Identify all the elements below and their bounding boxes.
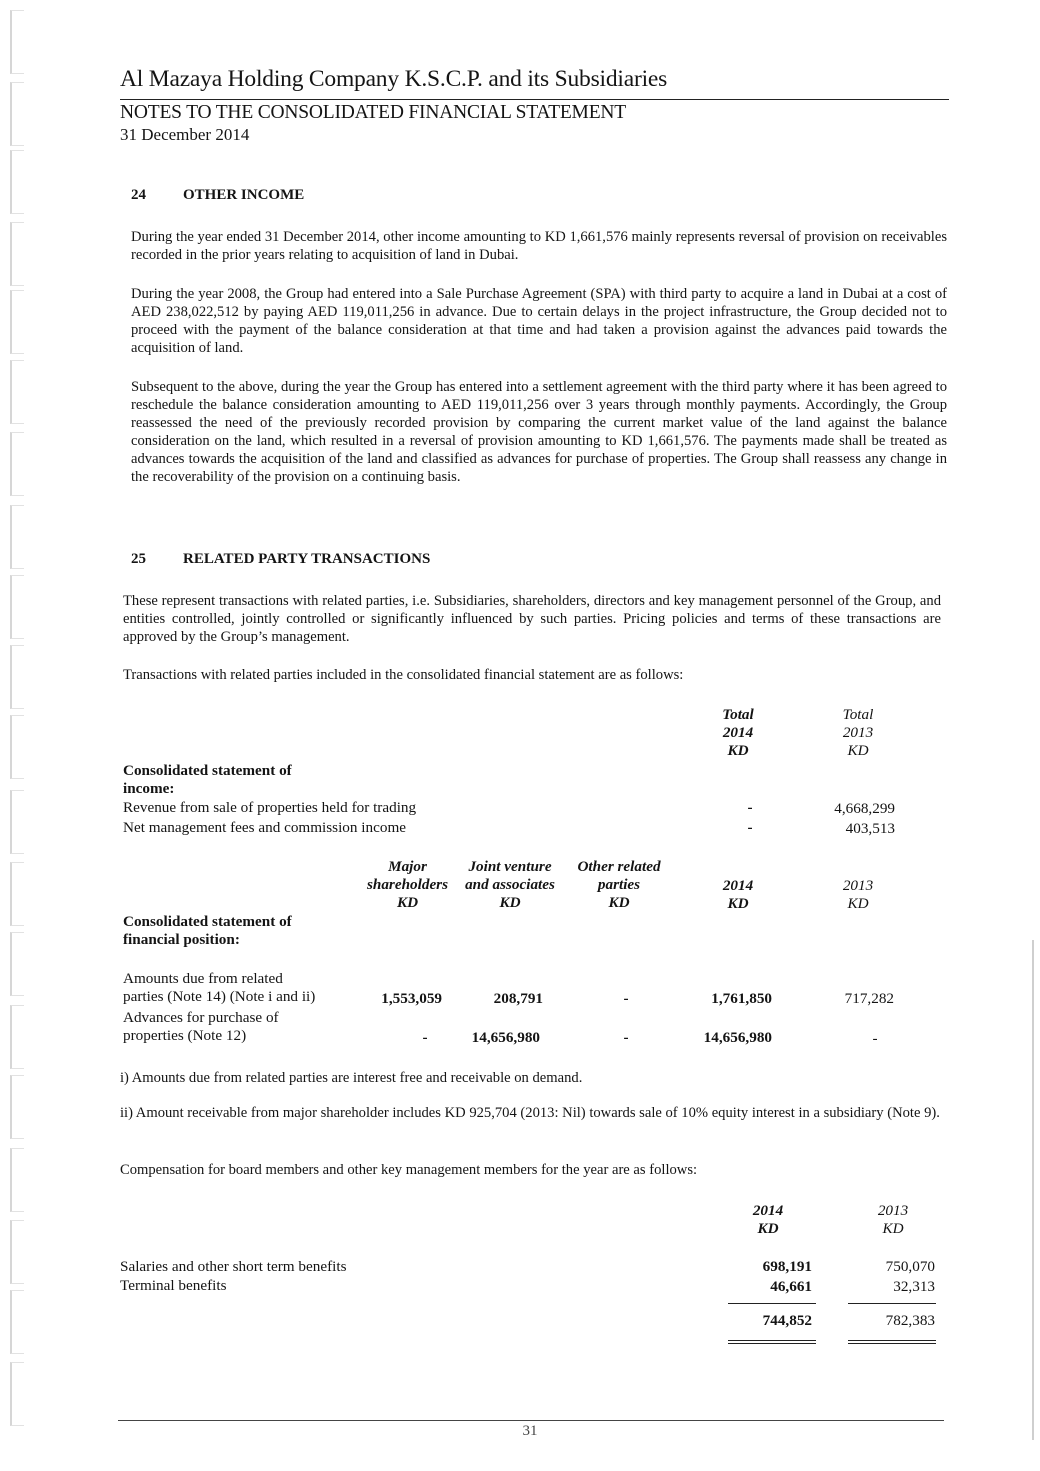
note-24-number: 24 bbox=[131, 187, 146, 203]
compensation-row-label: Salaries and other short term benefits bbox=[120, 1258, 347, 1275]
col-header-line: KD bbox=[727, 742, 749, 759]
col-header-line: KD bbox=[882, 1220, 904, 1237]
transactions-lead: Transactions with related parties included in the consolidated financial statement are as follows: bbox=[123, 667, 684, 683]
income-row-value-2013: 403,513 bbox=[845, 820, 895, 837]
page-number: 31 bbox=[522, 1423, 538, 1439]
col-header-line: 2014 bbox=[722, 724, 754, 741]
row-label-line: properties (Note 12) bbox=[123, 1027, 247, 1044]
col-header-line: 2014 bbox=[722, 877, 754, 894]
position-value: 14,656,980 bbox=[703, 1029, 772, 1046]
note-24-paragraph: During the year ended 31 December 2014, other income amounting to KD 1,661,576 mainly represents reversal of provision on receivables recorded in the prior years relating to acquisition of land in Dubai. bbox=[131, 229, 947, 263]
col-header-line: Total bbox=[722, 706, 754, 723]
company-name: Al Mazaya Holding Company K.S.C.P. and its Subsidiaries bbox=[120, 66, 668, 92]
total-double-rule bbox=[848, 1340, 936, 1344]
col-header-line: parties bbox=[597, 876, 641, 893]
income-row-label: Net management fees and commission income bbox=[123, 819, 406, 836]
footnote: i) Amounts due from related parties are interest free and receivable on demand. bbox=[120, 1070, 583, 1086]
note-25-number: 25 bbox=[131, 551, 146, 567]
subtotal-rule bbox=[848, 1303, 936, 1304]
income-col-2014-header bbox=[690, 706, 786, 760]
position-value: - bbox=[623, 1029, 629, 1046]
section-line: Consolidated statement of bbox=[123, 762, 292, 779]
income-row-value-2013: 4,668,299 bbox=[834, 800, 895, 817]
row-label-line: Advances for purchase of bbox=[123, 1009, 279, 1026]
scan-edge bbox=[1032, 940, 1034, 1440]
position-value: - bbox=[422, 1029, 428, 1046]
col-header-line: KD bbox=[608, 894, 630, 911]
income-section-title bbox=[123, 762, 292, 798]
note-24-heading bbox=[131, 187, 304, 204]
position-value: 208,791 bbox=[493, 990, 543, 1007]
col-header-line: shareholders bbox=[366, 876, 449, 893]
position-value: 1,553,059 bbox=[381, 990, 442, 1007]
footer-divider bbox=[118, 1420, 944, 1421]
income-row-value-2014: - bbox=[747, 819, 753, 836]
subtotal-rule bbox=[728, 1303, 816, 1304]
col-header-line: 2013 bbox=[877, 1202, 909, 1219]
col-header-line: KD bbox=[847, 895, 869, 912]
section-line: financial position: bbox=[123, 931, 240, 948]
col-header-line: KD bbox=[757, 1220, 779, 1237]
col-header-line: and associates bbox=[465, 876, 555, 893]
col-header-line: KD bbox=[727, 895, 749, 912]
note-25-title: RELATED PARTY TRANSACTIONS bbox=[183, 551, 431, 567]
col-header-line: Joint venture bbox=[468, 858, 552, 875]
position-col-header bbox=[350, 858, 465, 912]
compensation-lead: Compensation for board members and other key management members for the year are as follows: bbox=[120, 1162, 698, 1178]
row-label-line: parties (Note 14) (Note i and ii) bbox=[123, 988, 316, 1005]
notes-title: NOTES TO THE CONSOLIDATED FINANCIAL STATEMENT bbox=[120, 102, 626, 123]
position-row-label bbox=[123, 970, 315, 1006]
compensation-row-label: Terminal benefits bbox=[120, 1277, 227, 1294]
col-header-line: KD bbox=[396, 894, 419, 911]
note-25-heading bbox=[131, 551, 430, 568]
col-header-line: KD bbox=[499, 894, 521, 911]
col-header-line: 2013 bbox=[842, 724, 874, 741]
position-value: - bbox=[872, 1030, 878, 1047]
position-row-label bbox=[123, 1009, 279, 1045]
header-divider bbox=[120, 99, 949, 100]
position-value: - bbox=[623, 990, 629, 1007]
note-25-intro: These represent transactions with related parties, i.e. Subsidiaries, shareholders, directors and key management personnel of the Group, and entities controlled, jointly controlled or significantly influenced by such parties. Pricing policies and terms of these transactions are approved by the Group’s management. bbox=[123, 593, 941, 645]
position-section-title bbox=[123, 913, 292, 949]
compensation-total-2014: 744,852 bbox=[762, 1312, 812, 1329]
binder-margin bbox=[0, 0, 40, 1471]
compensation-value-2014: 46,661 bbox=[770, 1278, 812, 1295]
income-row-value-2014: - bbox=[747, 799, 753, 816]
position-col-header bbox=[450, 858, 570, 912]
note-24-paragraph: During the year 2008, the Group had entered into a Sale Purchase Agreement (SPA) with third party to acquire a land in Dubai at a cost of AED 238,022,512 by paying AED 119,011,256 in advance. Due to certain delays in the project infrastructure, the Group decided not to proceed with the payment of the balance consideration at that time and had taken a provision against the advances paid towards the acquisition of land. bbox=[131, 286, 947, 356]
compensation-col-2014-header bbox=[728, 1202, 808, 1238]
section-line: income: bbox=[123, 780, 175, 797]
compensation-total-2013: 782,383 bbox=[885, 1312, 935, 1329]
position-col-header bbox=[562, 858, 676, 912]
income-col-2013-header bbox=[808, 706, 908, 760]
col-header-line: Major bbox=[388, 858, 427, 875]
note-24-paragraph: Subsequent to the above, during the year the Group has entered into a settlement agreement with the third party where it has been agreed to reschedule the balance consideration amounting to AED 119,011,256 over 3 years through monthly payments. Accordingly, the Group reassessed the need of the previously recorded provision by comparing the current market value of the land against the balance consideration on the land, which resulted in a reversal of provision amounting to KD 1,661,576. The payments made shall be treated as advances towards the acquisition of the land and classified as advances for purchase of properties. The Group shall reassess any change in the recoverability of the provision on a continuing basis. bbox=[131, 379, 947, 485]
compensation-col-2013-header bbox=[848, 1202, 938, 1238]
position-value: 14,656,980 bbox=[471, 1029, 540, 1046]
compensation-value-2013: 32,313 bbox=[893, 1278, 935, 1295]
position-value: 717,282 bbox=[844, 990, 894, 1007]
position-value: 1,761,850 bbox=[711, 990, 772, 1007]
position-col-header bbox=[808, 877, 908, 913]
footnote: ii) Amount receivable from major shareholder includes KD 925,704 (2013: Nil) towards sale of 10% equity interest in a subsidiary (Note 9). bbox=[120, 1105, 940, 1121]
statement-date: 31 December 2014 bbox=[120, 125, 250, 144]
col-header-line: Total bbox=[842, 706, 874, 723]
col-header-line: 2014 bbox=[752, 1202, 784, 1219]
position-col-header bbox=[690, 877, 786, 913]
col-header-line: KD bbox=[847, 742, 869, 759]
col-header-line: 2013 bbox=[842, 877, 874, 894]
total-double-rule bbox=[728, 1340, 816, 1344]
compensation-value-2014: 698,191 bbox=[762, 1258, 812, 1275]
income-row-label: Revenue from sale of properties held for trading bbox=[123, 799, 417, 816]
row-label-line: Amounts due from related bbox=[123, 970, 283, 987]
col-header-line: Other related bbox=[577, 858, 661, 875]
note-24-title: OTHER INCOME bbox=[183, 187, 305, 203]
compensation-value-2013: 750,070 bbox=[885, 1258, 935, 1275]
section-line: Consolidated statement of bbox=[123, 913, 292, 930]
